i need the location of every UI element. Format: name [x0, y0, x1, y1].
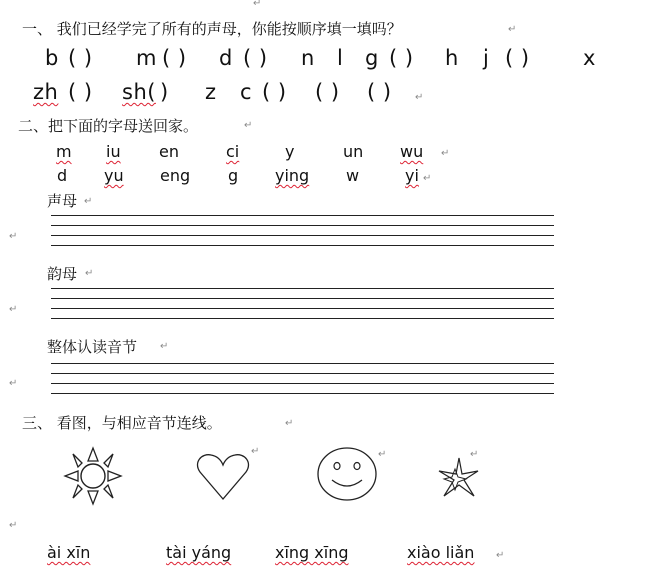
paragraph-mark: ↵ [253, 0, 262, 9]
paragraph-mark: ↵ [470, 449, 479, 460]
sun-icon [62, 446, 124, 506]
paragraph-mark: ↵ [85, 268, 94, 279]
paragraph-mark: ↵ [378, 449, 387, 460]
syllable-eng: eng [160, 166, 191, 185]
writing-line [51, 373, 554, 374]
blank-parenthesis: ( ) [262, 80, 287, 104]
writing-line [51, 225, 554, 226]
letter-m: m [136, 46, 157, 70]
blank-parenthesis: ( ) [367, 80, 392, 104]
question-1-title: 一、 我们已经学完了所有的声母，你能按顺序填一填吗？ [22, 20, 402, 38]
question-2-title: 二、把下面的字母送回家。 [18, 117, 199, 135]
blank-parenthesis: ( ) [315, 80, 340, 104]
question-3-title: 三、 看图，与相应音节连线。 [22, 414, 222, 432]
paragraph-mark: ↵ [441, 148, 450, 159]
writing-line [51, 363, 554, 364]
blank-parenthesis: ( ) [505, 46, 530, 70]
writing-line [51, 318, 554, 319]
sparkle-star-icon [438, 457, 480, 499]
letter-n: n [301, 46, 315, 70]
syllable-xiao-lian: xiào liǎn [407, 543, 475, 562]
syllable-ci: ci [226, 142, 240, 161]
paragraph-mark: ↵ [9, 231, 18, 242]
paragraph-mark: ↵ [160, 341, 169, 352]
syllable-yu: yu [104, 166, 124, 185]
letter-h: h [445, 46, 459, 70]
letter-b: b [45, 46, 59, 70]
syllable-ying: ying [275, 166, 310, 185]
syllable-g: g [228, 166, 239, 185]
letter-sh: sh( [122, 80, 156, 104]
smiley-face-icon [316, 446, 378, 502]
writing-line [51, 245, 554, 246]
writing-line [51, 308, 554, 309]
blank-parenthesis: ( ) [243, 46, 268, 70]
paragraph-mark: ↵ [9, 378, 18, 389]
writing-line [51, 393, 554, 394]
syllable-w: w [346, 166, 360, 185]
writing-line [51, 235, 554, 236]
syllable-ai-xin: ài xīn [47, 543, 91, 562]
syllable-wu: wu [400, 142, 424, 161]
paragraph-mark: ↵ [251, 446, 260, 457]
syllable-xing-xing: xīng xīng [275, 543, 349, 562]
label-zhengti-rendu: 整体认读音节 [47, 338, 138, 356]
blank-parenthesis: ) [160, 80, 169, 104]
letter-z: z [205, 80, 217, 104]
letter-x: x [583, 46, 596, 70]
letter-l: l [337, 46, 344, 70]
syllable-un: un [343, 142, 364, 161]
paragraph-mark: ↵ [285, 418, 294, 429]
syllable-en: en [159, 142, 179, 161]
paragraph-mark: ↵ [244, 120, 253, 131]
paragraph-mark: ↵ [496, 550, 505, 561]
paragraph-mark: ↵ [508, 24, 517, 35]
paragraph-mark: ↵ [423, 173, 432, 184]
writing-line [51, 298, 554, 299]
blank-parenthesis: ( ) [68, 80, 93, 104]
paragraph-mark: ↵ [84, 196, 93, 207]
syllable-y: y [285, 142, 295, 161]
writing-line [51, 383, 554, 384]
paragraph-mark: ↵ [9, 520, 18, 531]
syllable-yi: yi [405, 166, 419, 185]
letter-c: c [240, 80, 253, 104]
blank-parenthesis: ( ) [68, 46, 93, 70]
blank-parenthesis: ( ) [162, 46, 187, 70]
letter-j: j [483, 46, 490, 70]
letter-zh: zh [33, 80, 59, 104]
heart-icon [196, 452, 250, 502]
syllable-iu: iu [106, 142, 121, 161]
syllable-m: m [56, 142, 72, 161]
writing-line [51, 288, 554, 289]
label-yunmu: 韵母 [47, 265, 78, 283]
syllable-tai-yang: tài yáng [166, 543, 232, 562]
writing-line [51, 215, 554, 216]
label-shengmu: 声母 [47, 192, 78, 210]
paragraph-mark: ↵ [415, 92, 424, 103]
letter-d: d [219, 46, 233, 70]
syllable-d: d [57, 166, 68, 185]
letter-g: g [365, 46, 379, 70]
paragraph-mark: ↵ [9, 304, 18, 315]
blank-parenthesis: ( ) [389, 46, 414, 70]
